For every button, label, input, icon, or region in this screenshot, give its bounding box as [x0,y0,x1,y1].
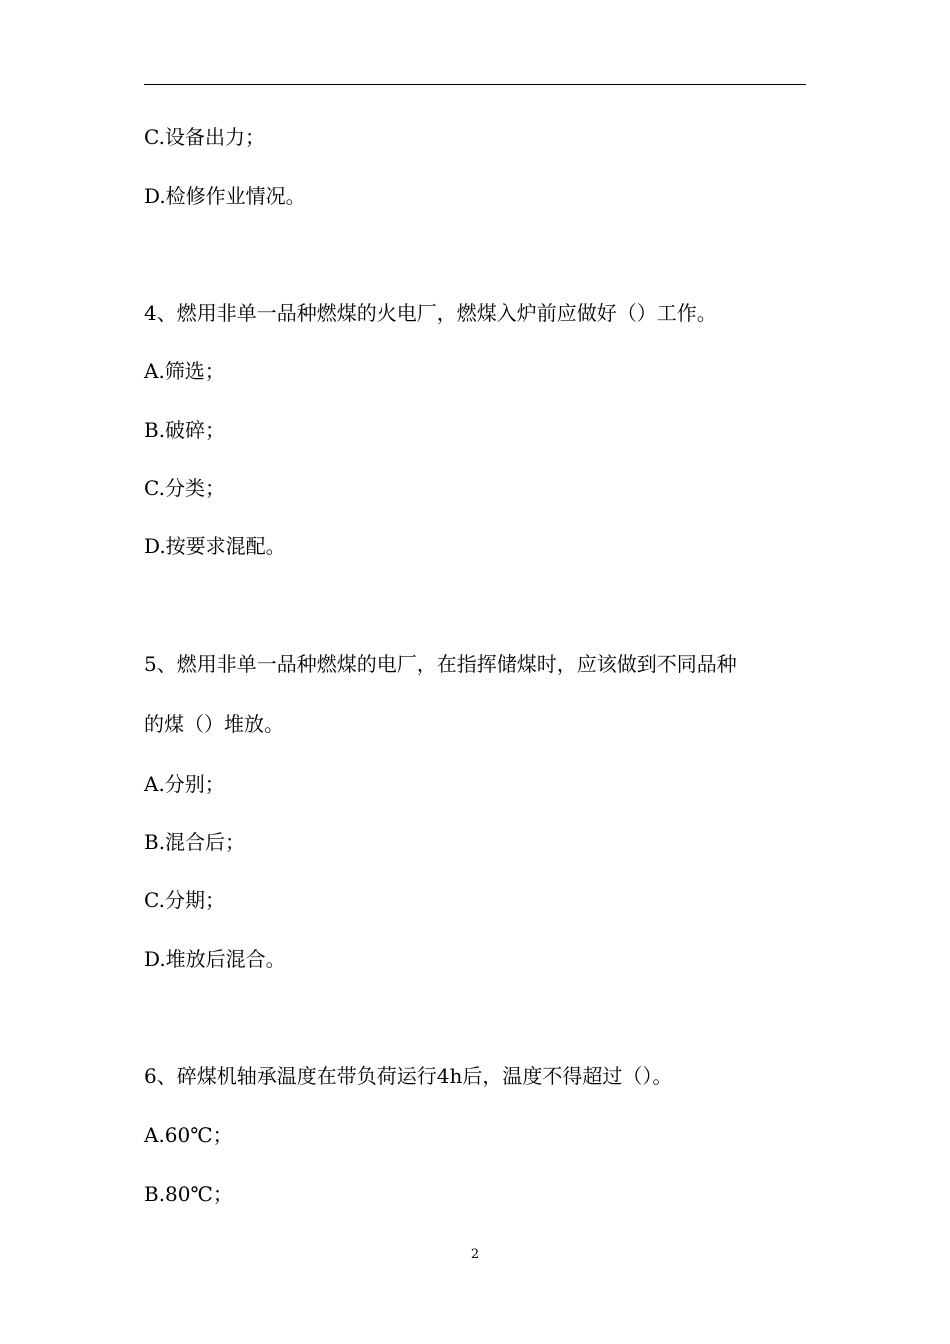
option-c: C.设备出力； [144,125,265,149]
header-rule [144,84,806,85]
option-d: D.按要求混配。 [144,534,286,558]
option-b: B.破碎； [144,418,226,442]
page-number: 2 [470,1247,480,1262]
option-b: B.80℃； [144,1182,233,1206]
question-stem: 4、燃用非单一品种燃煤的火电厂，燃煤入炉前应做好（）工作。 [144,301,717,325]
option-b: B.混合后； [144,830,246,854]
option-c: C.分类； [144,476,225,500]
question-stem-line-1: 5、燃用非单一品种燃煤的电厂，在指挥储煤时，应该做到不同品种 [144,652,737,676]
option-d: D.检修作业情况。 [144,184,306,208]
option-c: C.分期； [144,888,225,912]
question-stem-line-2: 的煤（）堆放。 [144,712,284,736]
question-stem: 6、碎煤机轴承温度在带负荷运行4h后，温度不得超过（）。 [144,1064,673,1088]
option-a: A.60℃； [144,1123,233,1147]
option-a: A.筛选； [144,359,225,383]
option-a: A.分别； [144,772,225,796]
option-d: D.堆放后混合。 [144,947,286,971]
